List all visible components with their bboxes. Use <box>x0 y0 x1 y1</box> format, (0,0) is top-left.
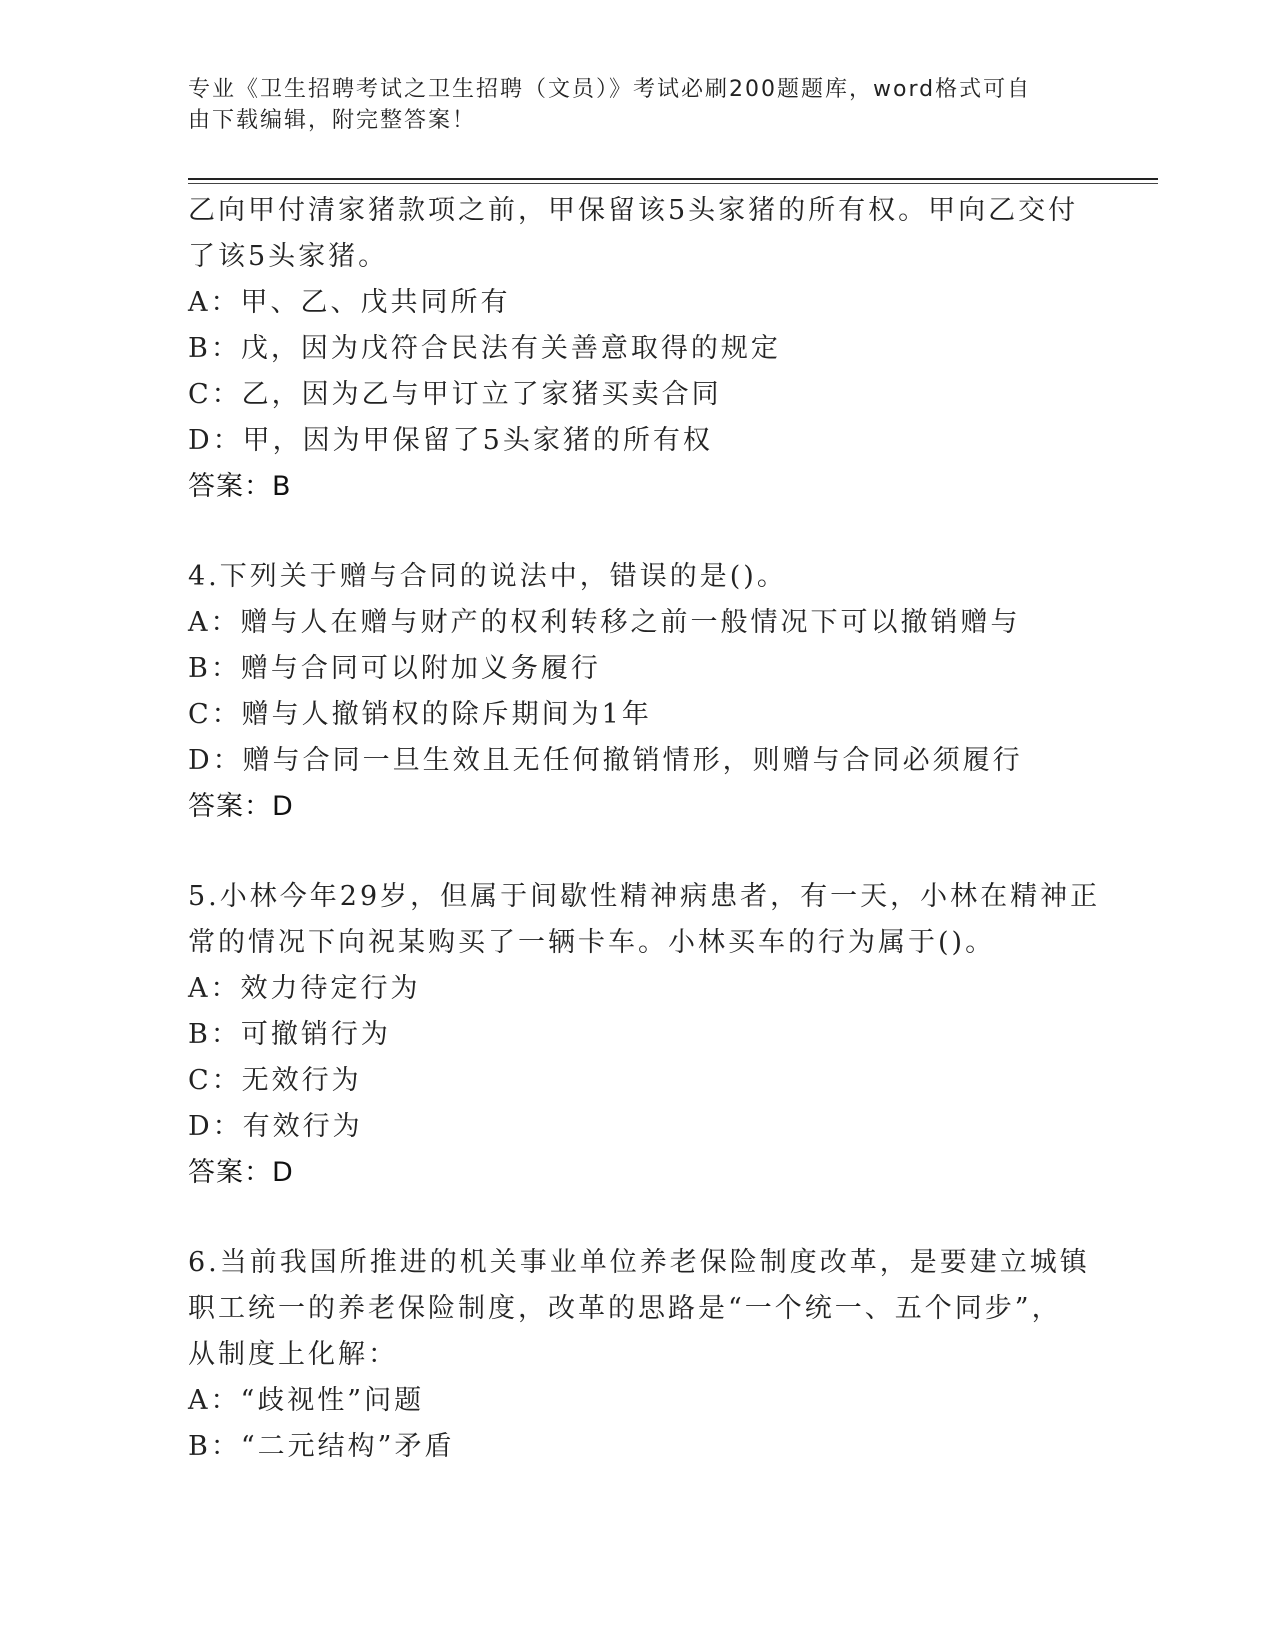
question-spacer <box>188 1196 1088 1240</box>
option-c: C：乙，因为乙与甲订立了家猪买卖合同 <box>188 379 722 410</box>
option-d: D：赠与合同一旦生效且无任何撤销情形，则赠与合同必须履行 <box>188 745 1023 776</box>
option-a: A：“歧视性”问题 <box>188 1385 425 1416</box>
header-line-1: 专业《卫生招聘考试之卫生招聘（文员）》考试必刷200题题库，word格式可自 <box>188 77 1032 102</box>
question-stem: 4.下列关于赠与合同的说法中，错误的是()。 <box>188 561 787 592</box>
header-divider-thick <box>188 178 1158 180</box>
answer-line: 答案：D <box>188 791 294 822</box>
question-4 <box>188 554 1088 830</box>
option-a: A：赠与人在赠与财产的权利转移之前一般情况下可以撤销赠与 <box>188 607 1021 638</box>
question-stem: 6.当前我国所推进的机关事业单位养老保险制度改革，是要建立城镇 <box>188 1247 1090 1278</box>
option-b: B：“二元结构”矛盾 <box>188 1431 455 1462</box>
document-header <box>188 74 1088 136</box>
header-divider-thin <box>188 183 1158 184</box>
option-d: D：有效行为 <box>188 1111 363 1142</box>
question-list <box>188 188 1101 1470</box>
question-spacer <box>188 510 1088 554</box>
question-spacer <box>188 830 1088 874</box>
option-d: D：甲，因为甲保留了5头家猪的所有权 <box>188 425 713 456</box>
answer-line: 答案：D <box>188 1157 294 1188</box>
question-3 <box>188 188 1088 510</box>
question-stem: 职工统一的养老保险制度，改革的思路是“一个统一、五个同步”， <box>188 1293 1062 1324</box>
question-stem: 5.小林今年29岁，但属于间歇性精神病患者，有一天，小林在精神正 <box>188 881 1101 912</box>
option-a: A：效力待定行为 <box>188 973 421 1004</box>
option-c: C：赠与人撤销权的除斥期间为1年 <box>188 699 652 730</box>
question-stem: 了该5头家猪。 <box>188 241 389 272</box>
question-5 <box>188 874 1101 1196</box>
question-stem: 乙向甲付清家猪款项之前，甲保留该5头家猪的所有权。甲向乙交付 <box>188 195 1079 226</box>
answer-line: 答案：B <box>188 471 292 502</box>
option-b: B：可撤销行为 <box>188 1019 391 1050</box>
header-line-2: 由下载编辑，附完整答案！ <box>188 108 477 133</box>
question-stem: 常的情况下向祝某购买了一辆卡车。小林买车的行为属于()。 <box>188 927 996 958</box>
option-a: A：甲、乙、戊共同所有 <box>188 287 511 318</box>
option-b: B：赠与合同可以附加义务履行 <box>188 653 601 684</box>
question-6 <box>188 1240 1088 1470</box>
question-stem: 从制度上化解： <box>188 1339 398 1370</box>
option-b: B：戊，因为戊符合民法有关善意取得的规定 <box>188 333 781 364</box>
option-c: C：无效行为 <box>188 1065 362 1096</box>
